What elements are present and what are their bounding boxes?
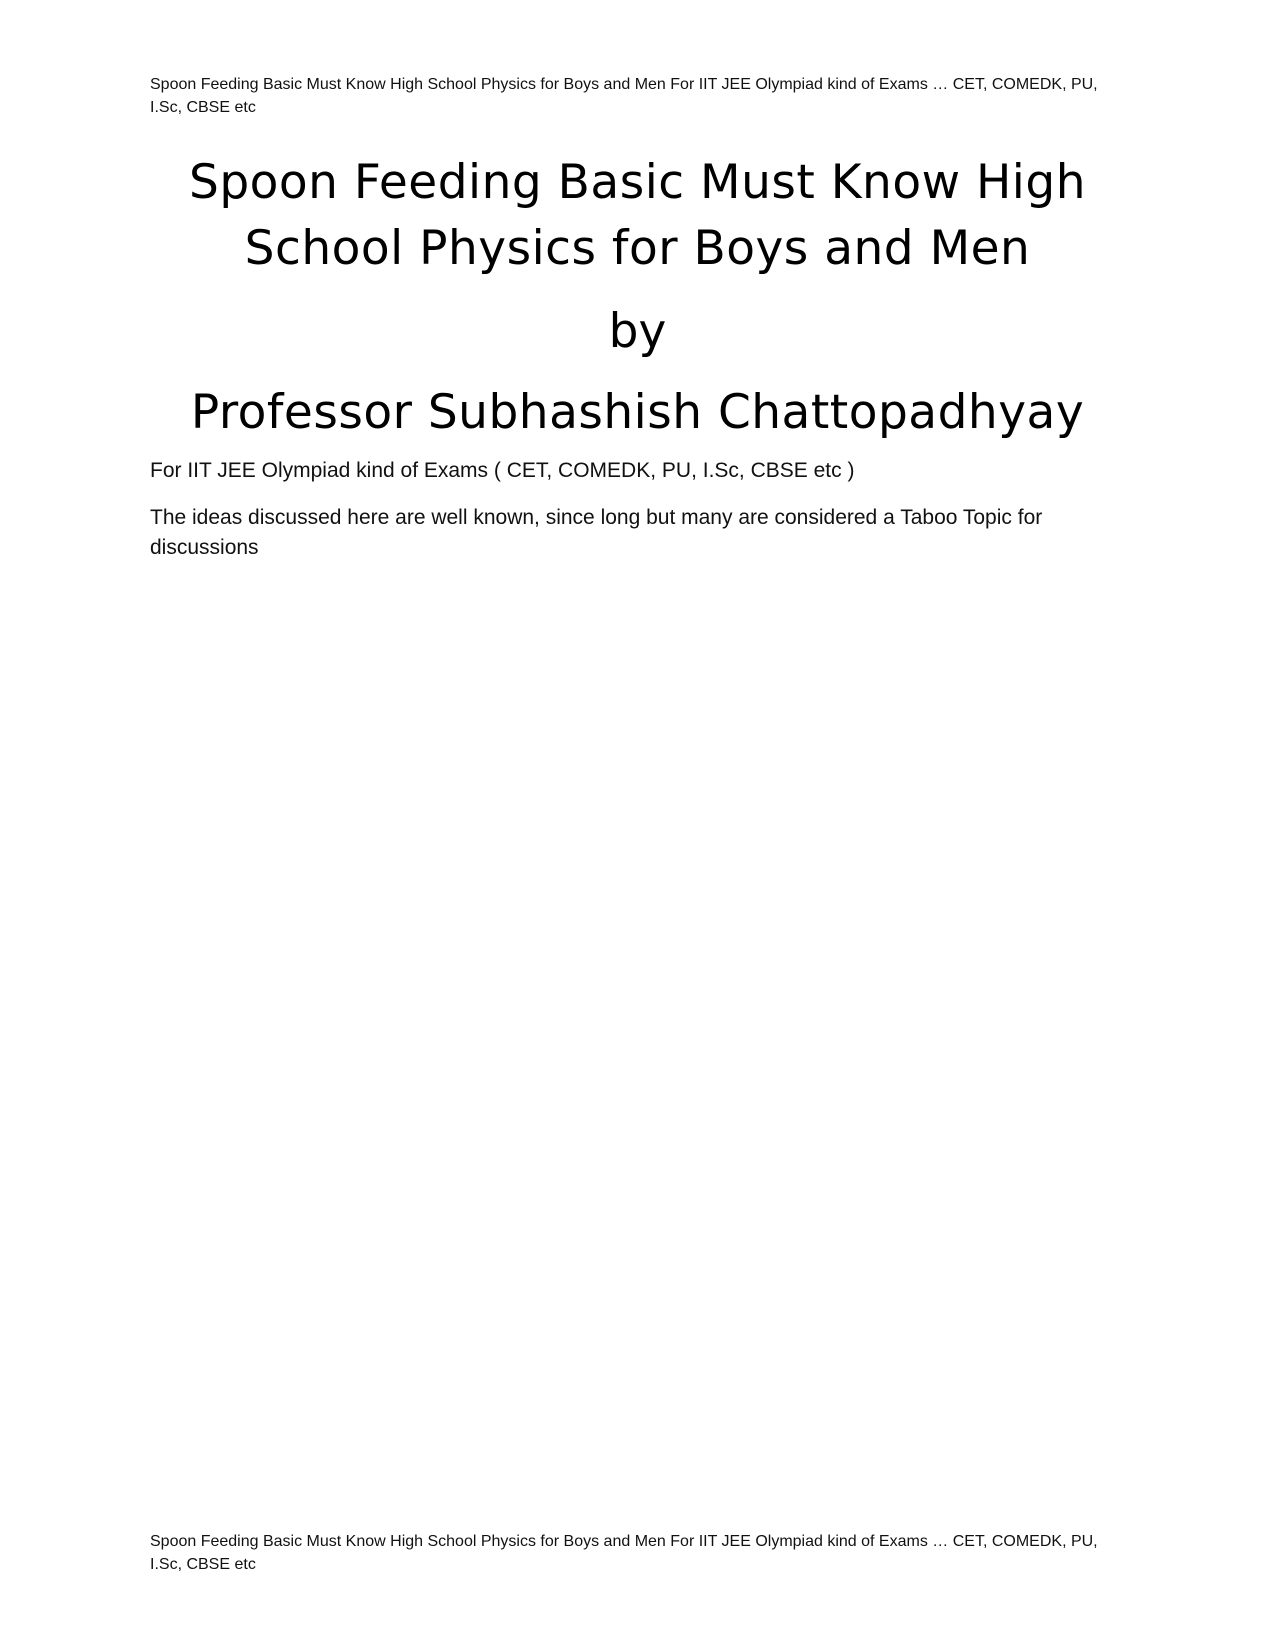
title-line-2: School Physics for Boys and Men xyxy=(244,221,1031,276)
title-line-1: Spoon Feeding Basic Must Know High xyxy=(189,155,1086,210)
by-line: by xyxy=(608,304,667,359)
intro-paragraph: The ideas discussed here are well known, since long but many are considered a Taboo Topic for discussions xyxy=(150,506,1043,559)
running-footer: Spoon Feeding Basic Must Know High School Physics for Boys and Men For IIT JEE Olympiad kind of Exams … CET, COMEDK, PU, I.Sc, CBSE etc xyxy=(150,1533,1098,1573)
author-name: Professor Subhashish Chattopadhyay xyxy=(190,385,1085,440)
running-header: Spoon Feeding Basic Must Know High School Physics for Boys and Men For IIT JEE Olympiad kind of Exams … CET, COMEDK, PU, I.Sc, CBSE etc xyxy=(150,76,1098,116)
document-title xyxy=(150,150,1125,282)
exam-list-paragraph: For IIT JEE Olympiad kind of Exams ( CET, COMEDK, PU, I.Sc, CBSE etc ) xyxy=(150,459,855,482)
title-block xyxy=(150,150,1125,446)
